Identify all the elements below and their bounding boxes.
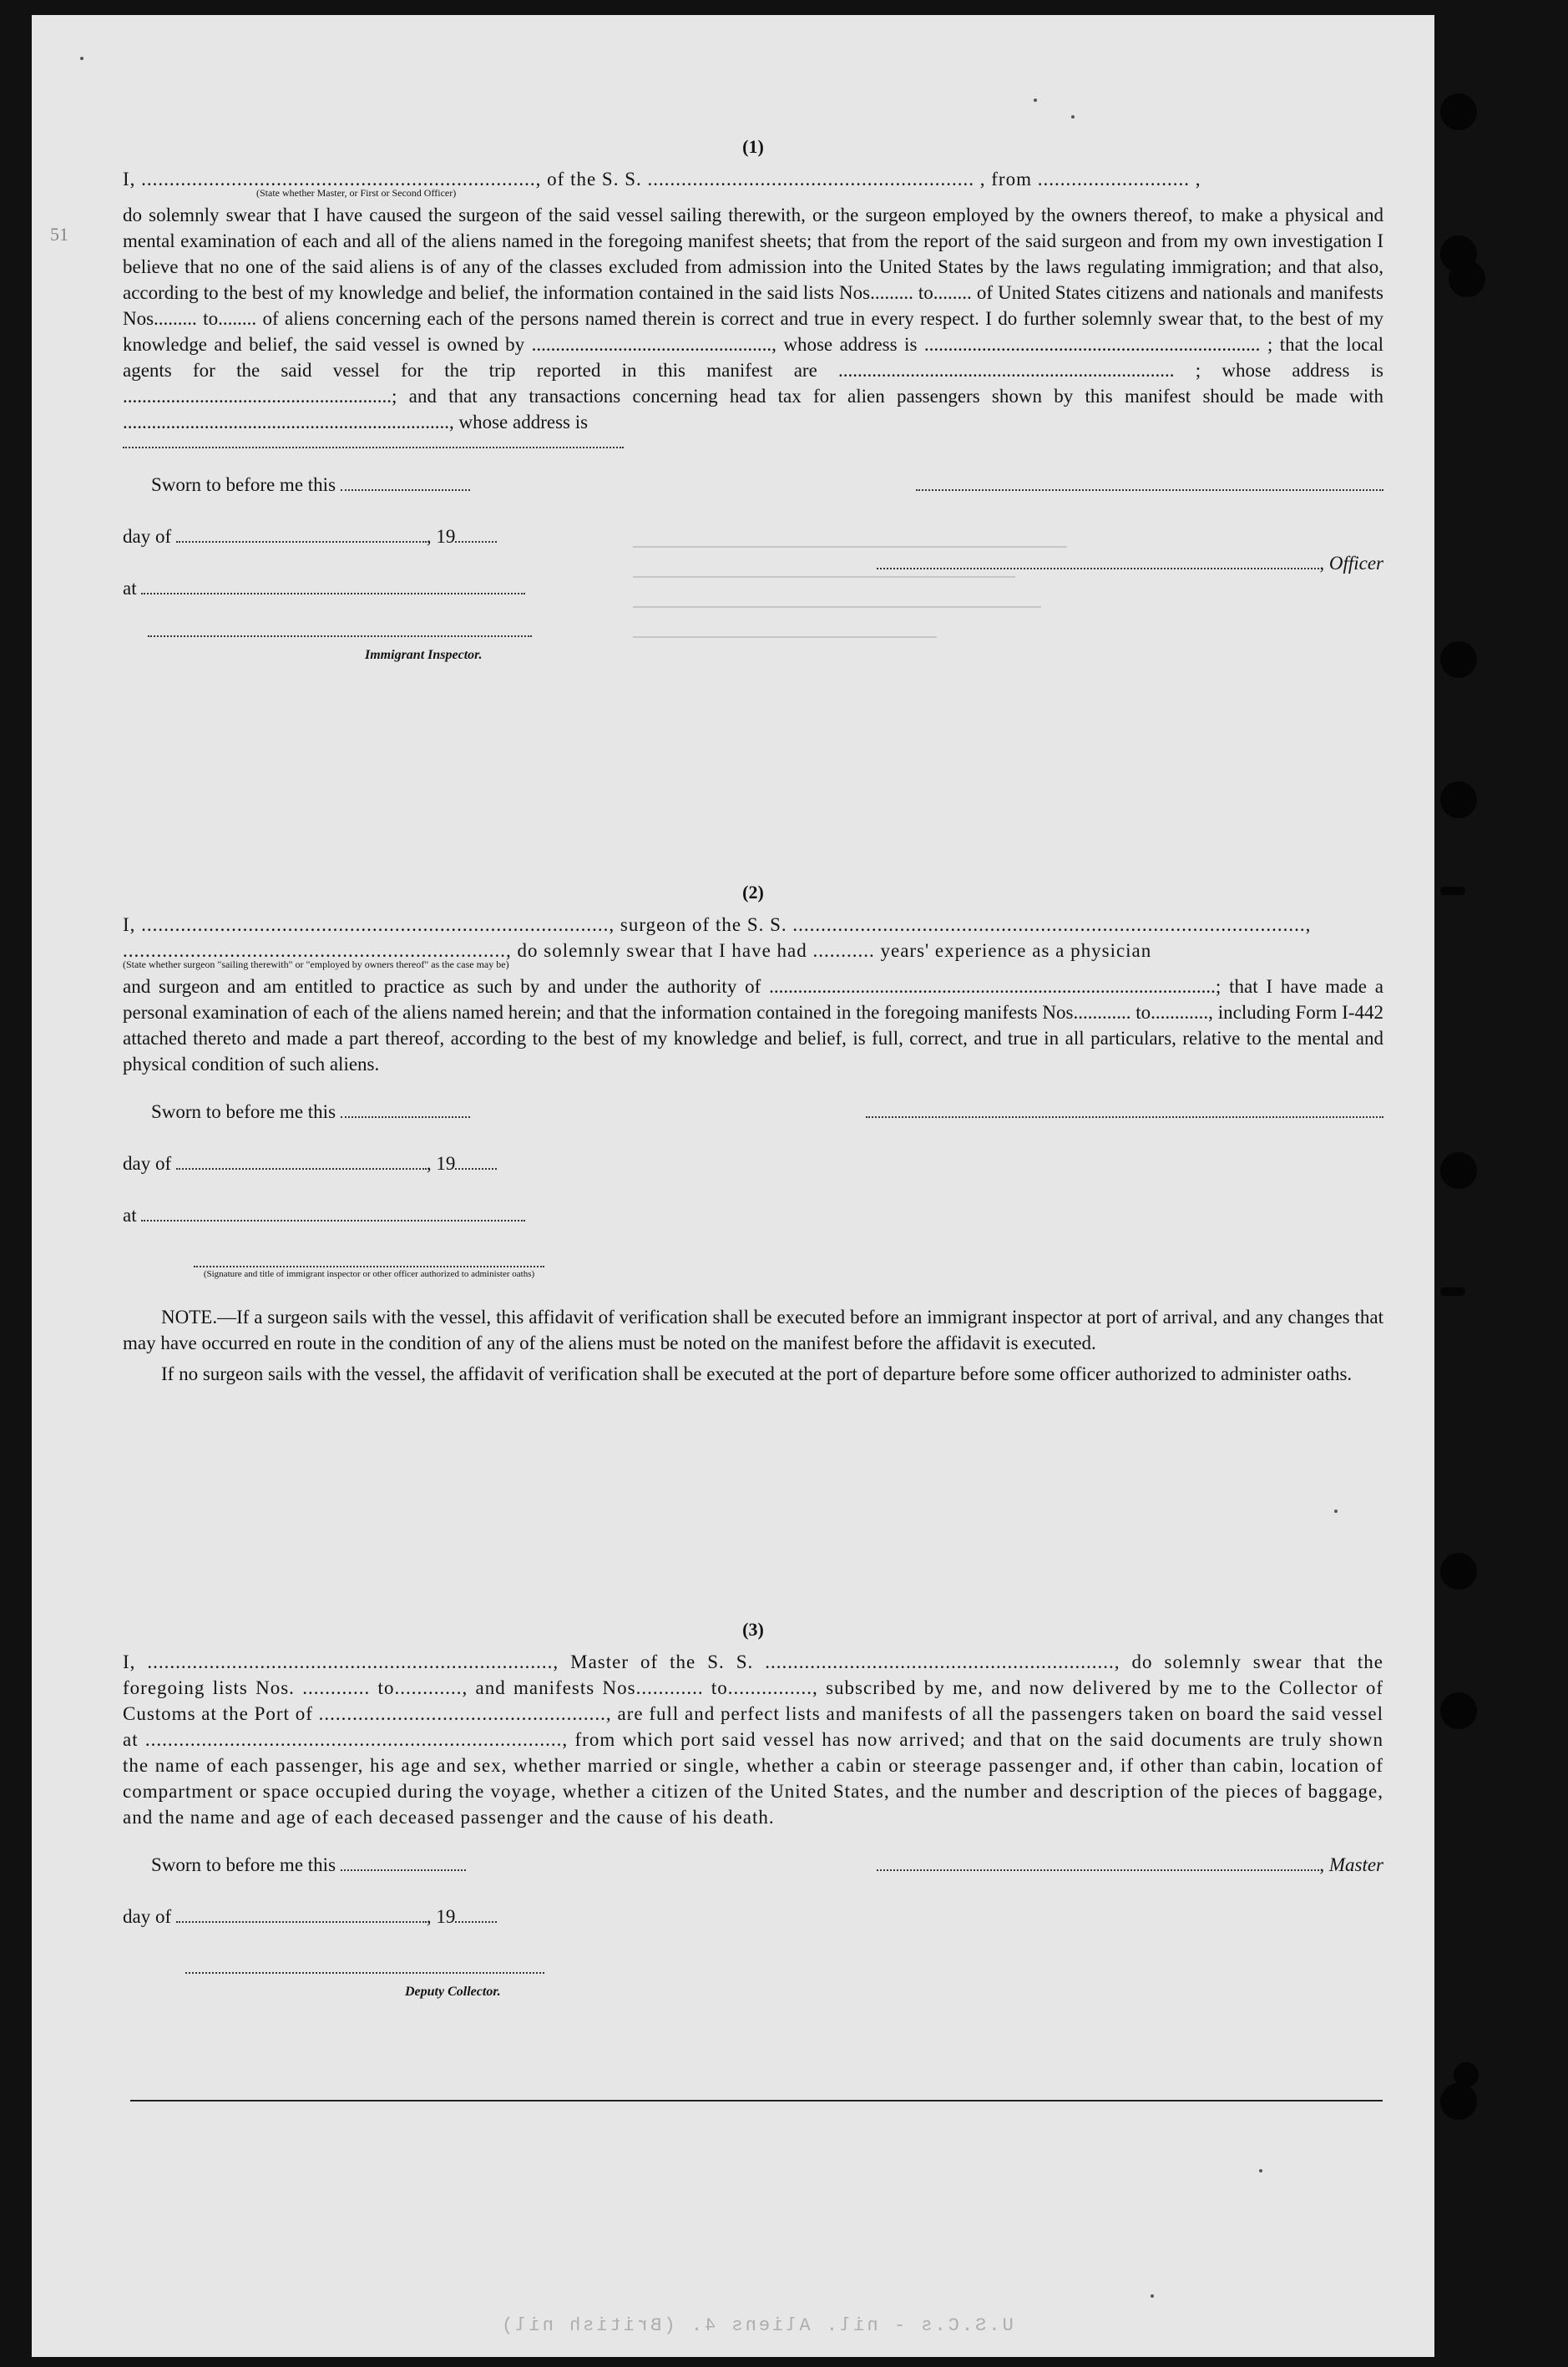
sworn-label: Sworn to before me this <box>151 474 336 495</box>
year-line <box>455 1151 497 1170</box>
address-line <box>123 435 624 448</box>
sworn-label: Sworn to before me this <box>151 1854 336 1875</box>
affidavit-collector <box>123 1616 1383 2010</box>
bottom-rule <box>130 2100 1383 2101</box>
inspector-label: Immigrant Inspector. <box>365 648 483 662</box>
speck <box>1151 2294 1154 2298</box>
punch-hole <box>1454 2062 1479 2087</box>
day-line <box>176 1904 427 1923</box>
note-paragraph-2: If no surgeon sails with the vessel, the affidavit of verification shall be executed at the port of departure before some officer authorized to administer oaths. <box>161 1363 1353 1384</box>
year-line <box>455 1904 497 1923</box>
punch-hole <box>1440 781 1477 818</box>
punch-hole <box>1440 1553 1477 1590</box>
year-prefix: 19 <box>436 1906 456 1927</box>
at-label: at <box>123 578 137 599</box>
punch-mark <box>1440 887 1465 895</box>
at-label: at <box>123 1205 137 1226</box>
deputy-signature-line <box>185 1955 544 1974</box>
signature-line <box>916 473 1383 491</box>
signature-line <box>866 1100 1383 1118</box>
affidavit-master <box>123 134 1383 662</box>
day-line <box>176 1151 427 1170</box>
binding-holes <box>1440 0 1490 2367</box>
year-prefix: 19 <box>436 526 456 547</box>
bleed-through-side-number: 51 <box>50 224 68 245</box>
punch-hole <box>1440 94 1477 130</box>
day-label: day of <box>123 1906 172 1927</box>
section-number: (1) <box>742 136 764 157</box>
sworn-date-line <box>341 1853 466 1871</box>
oath-opening-line: I, ......................................................................, of the S. S. .......................................................... , from ........................... , <box>123 169 1201 190</box>
oath-body: do solemnly swear that I have caused the surgeon of the said vessel sailing therewith, or the surgeon employed by the owners thereof, to make a physical and mental examination of each and all of the aliens named in the foregoing manifest sheets; that from the report of the said surgeon and from my own investigation I believe that no one of the said aliens is of any of the classes excluded from admission into the United States by the laws regulating immigration; and that also, according to the best of my knowledge and belief, the information contained in the said lists Nos......... to........ of United States citizens and nationals and manifests Nos......... to........ of aliens concerning each of the persons named therein is correct and true in every respect. I do further solemnly swear that, to the best of my knowledge and belief, the said vessel is owned by .................................................., whose address is ...................................................................... ; that the local agents for the said vessel for the trip reported in this manifest are ...................................................................... ; whose address is ........................................................; and that any transactions concerning head tax for alien passengers shown by this manifest should be made with ...................................................................., whose address is <box>123 205 1383 432</box>
section-number: (2) <box>742 882 764 903</box>
sworn-row <box>123 1099 1383 1151</box>
deputy-block <box>123 1955 1383 2010</box>
deputy-label: Deputy Collector. <box>405 1985 501 1999</box>
sworn-row: Sworn to before me this , Master <box>151 1854 1383 1875</box>
affidavit-surgeon <box>123 879 1383 1387</box>
surgeon-body: and surgeon and am entitled to practice as such by and under the authority of .............................................................................................; that I have made a personal examination of each of the aliens named herein; and that the information contained in the foregoing manifests Nos............ to............, including Form I-442 attached thereto and made a part thereof, according to the best of my knowledge and belief, is full, correct, and true in all particulars, relative to the mental and physical condition of such aliens. <box>123 976 1383 1075</box>
year-line <box>455 524 497 543</box>
surgeon-experience-line: ...................................................................., do solemnly swear that I have had ........... years' experience as a physician <box>123 940 1152 961</box>
note-paragraph: NOTE.—If a surgeon sails with the vessel, this affidavit of verification shall be executed before an immigrant inspector at port of arrival, and any changes that may have occurred en route in the condition of any of the aliens must be noted on the manifest before the affidavit is executed. <box>123 1307 1383 1353</box>
sworn-date-line <box>341 473 470 491</box>
day-row: day of , 19 <box>123 1904 1383 1955</box>
sworn-row <box>123 472 1383 523</box>
field-caption: (State whether Master, or First or Second Officer) <box>256 187 457 199</box>
punch-mark <box>1440 1287 1465 1296</box>
speck <box>80 57 83 60</box>
officer-line <box>877 551 1319 569</box>
at-row <box>123 1202 1383 1244</box>
at-row: at , Officer <box>123 553 1383 599</box>
punch-hole <box>1440 2083 1477 2120</box>
year-prefix: 19 <box>436 1153 456 1174</box>
officer-label: Officer <box>1328 553 1383 574</box>
at-line <box>141 576 525 594</box>
speck <box>1259 2169 1262 2172</box>
speck <box>1034 99 1037 102</box>
speck <box>1334 1510 1338 1513</box>
sworn-date-line <box>341 1100 470 1118</box>
day-row: day of , 19 <box>123 523 1383 575</box>
section-number: (3) <box>742 1619 764 1640</box>
day-line <box>176 524 427 543</box>
surgeon-opening-line: I, ..................................................................................., surgeon of the S. S. ..........................................................................................., <box>123 914 1312 935</box>
manifest-page <box>32 15 1434 2357</box>
day-label: day of <box>123 1153 172 1174</box>
bleed-through-footer: U.S.C.s - nil. Aliens 4. (British nil) <box>499 2315 1014 2336</box>
at-line <box>141 1203 525 1221</box>
punch-hole <box>1440 1152 1477 1189</box>
punch-hole <box>1440 1692 1477 1729</box>
punch-hole <box>1440 641 1477 678</box>
master-oath-body: I, ........................................................................, Master of the S. S. .............................................................., do solemnly swear that the foregoing lists Nos. ............ to............, and manifests Nos............ to..............., subscribed by me, and now delivered by me to the Collector of Customs at the Port of ..................................................., are full and perfect lists and manifests of all the passengers taken on board the said vessel at .........................................................................., from which port said vessel has now arrived; and that on the said documents are truly shown the name of each passenger, his age and sex, whether married or single, whether a cabin or steerage passenger and, if other than cabin, location of compartment or space occupied during the voyage, whether a citizen of the United States, and the number and description of the pieces of baggage, and the name and age of each deceased passenger and the cause of his death. <box>123 1651 1383 1828</box>
speck <box>1071 115 1075 119</box>
inspector-block <box>123 1244 1383 1299</box>
inspector-line <box>148 619 532 637</box>
inspector-block <box>123 609 1383 662</box>
master-signature-line <box>877 1853 1319 1871</box>
sworn-label: Sworn to before me this <box>151 1101 336 1122</box>
day-label: day of <box>123 526 172 547</box>
master-label: Master <box>1328 1854 1383 1875</box>
punch-hole <box>1449 260 1485 297</box>
inspector-caption: (Signature and title of immigrant inspector or other officer authorized to administer oaths) <box>203 1269 535 1279</box>
day-row: day of , 19 <box>123 1151 1383 1202</box>
field-caption: (State whether surgeon "sailing therewith" or "employed by owners thereof" as the case may be) <box>123 958 509 970</box>
inspector-signature-line <box>194 1249 544 1267</box>
